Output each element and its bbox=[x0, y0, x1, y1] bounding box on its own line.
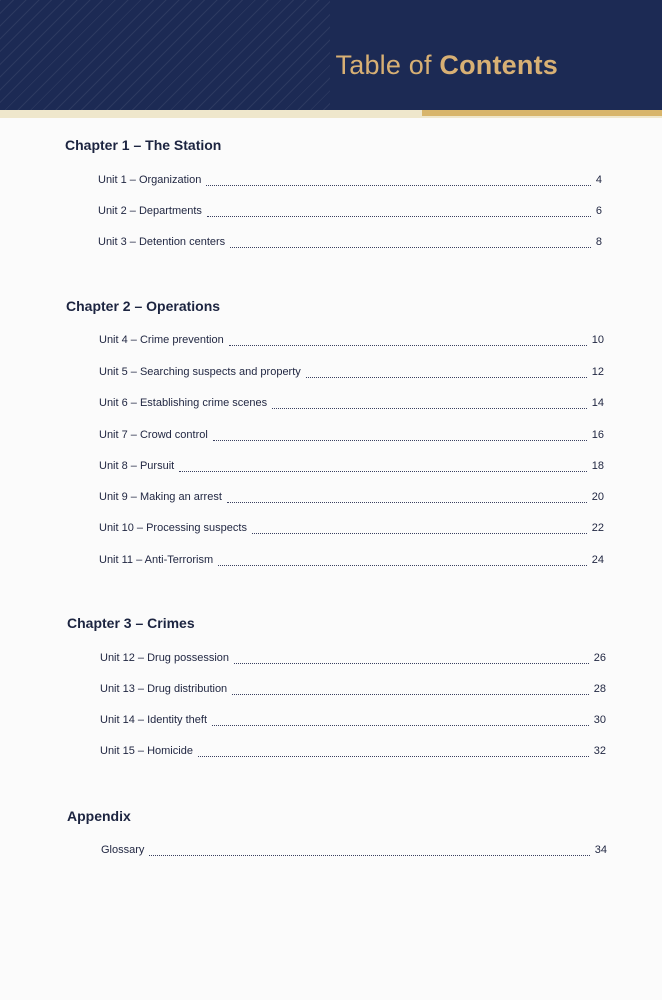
toc-entry-label: Unit 4 – Crime prevention bbox=[99, 334, 224, 346]
dot-leader bbox=[227, 502, 587, 503]
toc-entry-label: Glossary bbox=[101, 844, 145, 856]
toc-entry-page: 10 bbox=[591, 334, 604, 346]
toc-entry-page: 16 bbox=[591, 429, 604, 441]
toc-entry[interactable] bbox=[100, 683, 606, 699]
toc-entry-page: 6 bbox=[595, 205, 602, 217]
toc-entry[interactable] bbox=[100, 745, 606, 761]
toc-entry-page: 22 bbox=[591, 522, 604, 534]
dot-leader bbox=[206, 185, 591, 186]
toc-entry-label: Unit 2 – Departments bbox=[98, 205, 202, 217]
toc-entry[interactable] bbox=[100, 714, 606, 730]
toc-entry[interactable] bbox=[99, 522, 604, 538]
toc-entry-label: Unit 11 – Anti-Terrorism bbox=[99, 554, 214, 566]
dot-leader bbox=[218, 565, 587, 566]
toc-entry[interactable] bbox=[101, 844, 607, 860]
toc-entry[interactable] bbox=[99, 491, 604, 507]
page-title-light: Table of bbox=[335, 50, 440, 80]
toc-entry-page: 12 bbox=[591, 366, 604, 378]
toc-entry-label: Unit 3 – Detention centers bbox=[98, 236, 226, 248]
toc-entry-label: Unit 7 – Crowd control bbox=[99, 429, 208, 441]
dot-leader bbox=[149, 855, 589, 856]
dot-leader bbox=[207, 216, 591, 217]
toc-entry-page: 18 bbox=[591, 460, 604, 472]
dot-leader bbox=[232, 694, 589, 695]
dot-leader bbox=[213, 440, 587, 441]
toc-entry[interactable] bbox=[98, 236, 602, 252]
chapter-heading: Appendix bbox=[67, 808, 131, 824]
dot-leader bbox=[230, 247, 591, 248]
toc-entry[interactable] bbox=[100, 652, 606, 668]
toc-entry-page: 4 bbox=[595, 174, 602, 186]
toc-entry-page: 26 bbox=[593, 652, 606, 664]
dot-leader bbox=[306, 377, 587, 378]
dot-leader bbox=[234, 663, 589, 664]
toc-entry-label: Unit 5 – Searching suspects and property bbox=[99, 366, 301, 378]
toc-entry-label: Unit 15 – Homicide bbox=[100, 745, 193, 757]
toc-entry-label: Unit 6 – Establishing crime scenes bbox=[99, 397, 268, 409]
toc-entry-label: Unit 8 – Pursuit bbox=[99, 460, 175, 472]
toc-entry[interactable] bbox=[99, 554, 604, 570]
toc-entry-page: 20 bbox=[591, 491, 604, 503]
toc-entry[interactable] bbox=[99, 366, 604, 382]
toc-entry-label: Unit 10 – Processing suspects bbox=[99, 522, 247, 534]
toc-entry-page: 30 bbox=[593, 714, 606, 726]
toc-entry[interactable] bbox=[99, 460, 604, 476]
dot-leader bbox=[272, 408, 587, 409]
chapter-heading: Chapter 3 – Crimes bbox=[67, 615, 195, 631]
page-title-bold: Contents bbox=[439, 50, 558, 80]
toc-entry-label: Unit 9 – Making an arrest bbox=[99, 491, 222, 503]
toc-entry-label: Unit 1 – Organization bbox=[98, 174, 202, 186]
toc-entry[interactable] bbox=[98, 174, 602, 190]
toc-entry-page: 14 bbox=[591, 397, 604, 409]
dot-leader bbox=[229, 345, 587, 346]
dot-leader bbox=[212, 725, 589, 726]
toc-entry-page: 34 bbox=[594, 844, 607, 856]
toc-entry-label: Unit 12 – Drug possession bbox=[100, 652, 230, 664]
toc-entry-page: 24 bbox=[591, 554, 604, 566]
toc-entry-page: 8 bbox=[595, 236, 602, 248]
toc-entry[interactable] bbox=[99, 429, 604, 445]
dot-leader bbox=[179, 471, 587, 472]
toc-entry[interactable] bbox=[99, 334, 604, 350]
chapter-heading: Chapter 2 – Operations bbox=[66, 298, 221, 314]
toc-entry[interactable] bbox=[98, 205, 602, 221]
toc-entry-label: Unit 14 – Identity theft bbox=[100, 714, 208, 726]
dot-leader bbox=[198, 756, 589, 757]
chapter-heading: Chapter 1 – The Station bbox=[65, 137, 222, 153]
toc-entry-label: Unit 13 – Drug distribution bbox=[100, 683, 228, 695]
toc-entry[interactable] bbox=[99, 397, 604, 413]
dot-leader bbox=[252, 533, 587, 534]
toc-entry-page: 28 bbox=[593, 683, 606, 695]
toc-entry-page: 32 bbox=[593, 745, 606, 757]
